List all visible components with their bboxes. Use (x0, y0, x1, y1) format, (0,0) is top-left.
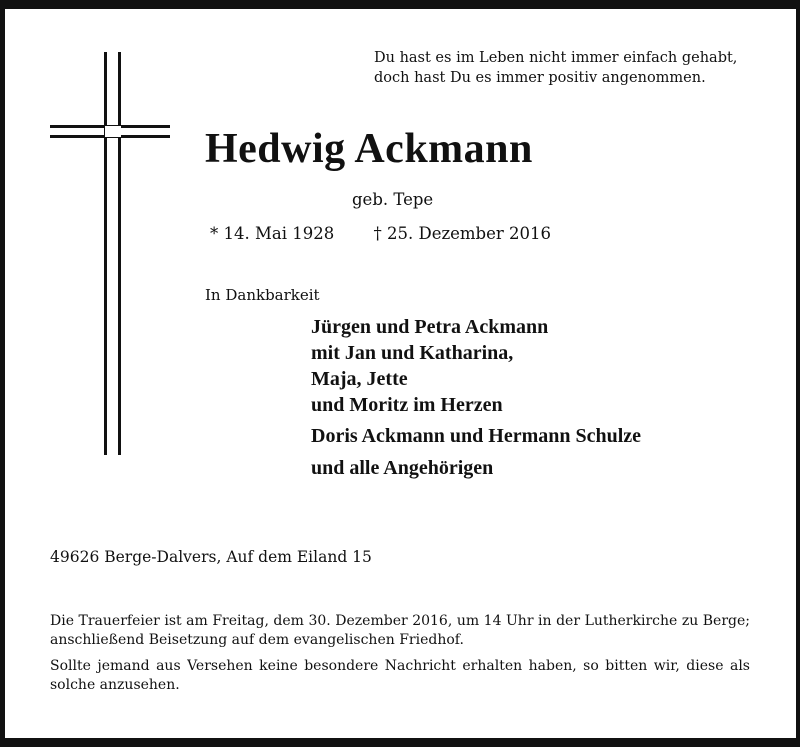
mourner-line: und Moritz im Herzen (311, 394, 503, 416)
funeral-notice: Die Trauerfeier ist am Freitag, dem 30. Dezember 2016, um 14 Uhr in der Lutherkirche zu Berge; anschließend Beisetzung auf dem evangelischen Friedhof. (50, 613, 750, 648)
maiden-name: geb. Tepe (352, 190, 434, 209)
mourner-line: Doris Ackmann und Hermann Schulze (311, 425, 642, 447)
family-address: 49626 Berge-Dalvers, Auf dem Eiland 15 (50, 548, 372, 566)
mourners-list (311, 314, 641, 481)
motto (374, 48, 737, 88)
mourner-line: Jürgen und Petra Ackmann (311, 316, 549, 338)
cross-vertical-beam (100, 52, 126, 455)
notification-notice: Sollte jemand aus Versehen keine besondere Nachricht erhalten haben, so bitten wir, diese als solche anzusehen. (50, 658, 750, 693)
mourner-line: und alle Angehörigen (311, 457, 494, 479)
birth-date: * 14. Mai 1928 (210, 224, 335, 243)
motto-line-1: Du hast es im Leben nicht immer einfach gehabt, (374, 50, 738, 66)
deceased-name: Hedwig Ackmann (205, 126, 533, 172)
mourner-line: Maja, Jette (311, 368, 408, 390)
life-dates (210, 224, 551, 243)
mourner-line: mit Jan und Katharina, (311, 342, 514, 364)
cross-intersection (105, 126, 121, 137)
death-date: † 25. Dezember 2016 (373, 224, 552, 243)
motto-line-2: doch hast Du es immer positiv angenommen. (374, 70, 706, 86)
thanks-label: In Dankbarkeit (205, 286, 320, 304)
